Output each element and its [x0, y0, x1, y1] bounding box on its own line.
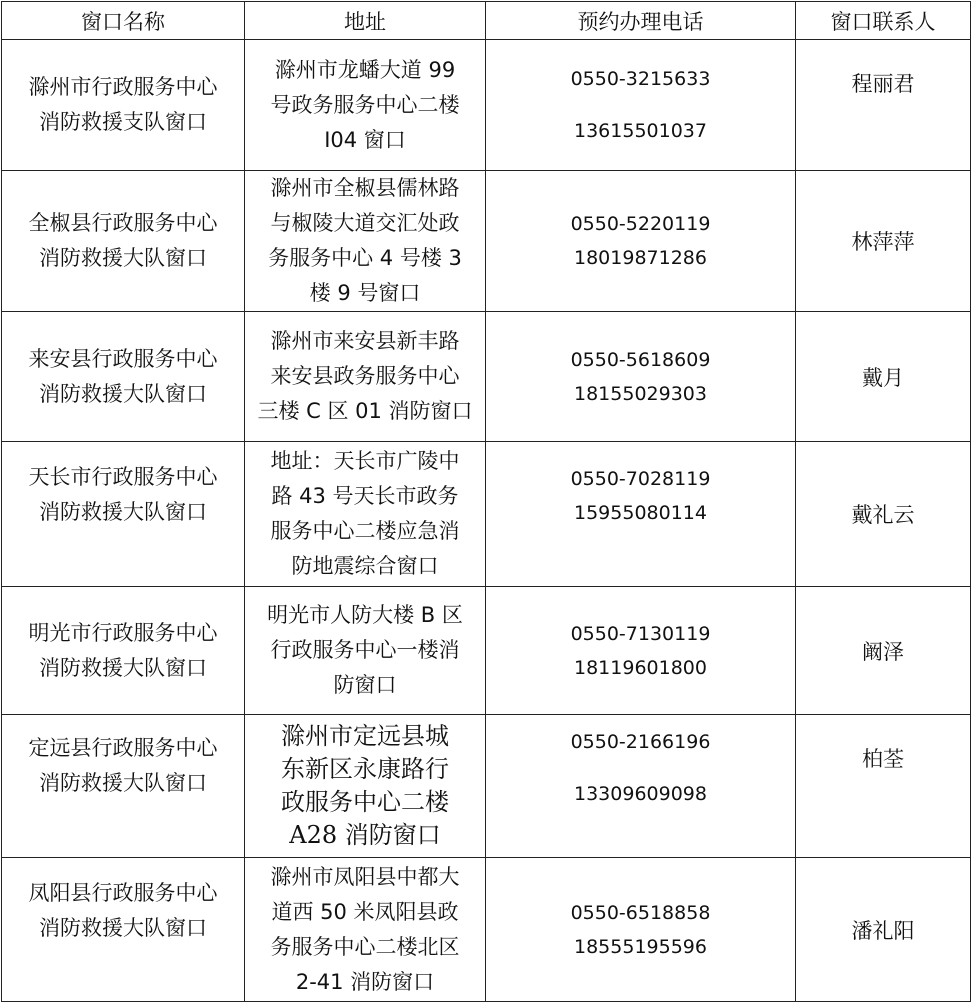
landline-phone: 0550-3215633: [570, 68, 711, 90]
contact-cell: [796, 442, 971, 587]
address-line: 与椒陵大道交汇处政: [270, 211, 460, 235]
window-name-line: 滁州市行政服务中心: [28, 75, 218, 99]
address-line: 三楼 C 区 01 消防窗口: [257, 399, 473, 423]
header-phone: 预约办理电话: [486, 2, 796, 40]
window-name-line: 消防救援大队窗口: [39, 381, 207, 406]
window-name-cell: [2, 587, 245, 715]
address-line: 务服务中心二楼北区: [270, 934, 460, 959]
window-name-line: 消防救援支队窗口: [39, 110, 207, 134]
address-line: 明光市人防大楼 B 区: [267, 603, 463, 627]
phone-cell: [486, 312, 796, 442]
phone-cell: [486, 715, 796, 858]
window-name-line: 凤阳县行政服务中心: [28, 881, 218, 905]
contact-cell: [796, 312, 971, 442]
address-cell: [245, 171, 486, 312]
table-row: [2, 442, 971, 587]
window-name-line: 来安县行政服务中心: [28, 346, 218, 371]
mobile-phone: 13309609098: [574, 783, 707, 805]
contact-name: 戴礼云: [851, 503, 915, 527]
landline-phone: 0550-2166196: [570, 731, 711, 753]
phone-cell: [486, 587, 796, 715]
mobile-phone: 18155029303: [574, 382, 707, 405]
mobile-phone: 15955080114: [574, 502, 707, 524]
window-name-cell: [2, 171, 245, 312]
landline-phone: 0550-6518858: [570, 901, 711, 924]
mobile-phone: 18119601800: [574, 656, 707, 679]
address-line: 2-41 消防窗口: [295, 969, 435, 994]
header-contact: 窗口联系人: [796, 2, 971, 40]
window-name-line: 定远县行政服务中心: [28, 736, 218, 760]
table-row: [2, 40, 971, 171]
address-cell: [245, 858, 486, 1002]
contact-name: 戴月: [862, 365, 904, 390]
window-name-cell: [2, 312, 245, 442]
contact-name: 柏荃: [862, 747, 904, 771]
address-cell: [245, 40, 486, 171]
address-line: 防地震综合窗口: [291, 554, 439, 578]
address-line: 滁州市全椒县儒林路: [270, 176, 460, 200]
address-cell: [245, 587, 486, 715]
contact-cell: [796, 40, 971, 171]
table-row: [2, 858, 971, 1002]
contact-name: 潘礼阳: [851, 918, 915, 943]
window-name-line: 消防救援大队窗口: [39, 655, 207, 680]
address-line: A28 消防窗口: [289, 821, 441, 849]
window-name-cell: [2, 715, 245, 858]
landline-phone: 0550-7130119: [570, 622, 711, 645]
contact-cell: [796, 171, 971, 312]
address-cell: [245, 312, 486, 442]
header-row: [2, 2, 971, 40]
address-line: I04 窗口: [324, 127, 406, 152]
window-name-line: 消防救援大队窗口: [39, 771, 207, 795]
window-name-line: 消防救援大队窗口: [39, 500, 207, 524]
window-name-cell: [2, 40, 245, 171]
window-name-cell: [2, 858, 245, 1002]
contact-cell: [796, 858, 971, 1002]
address-line: 来安县政务服务中心: [270, 364, 460, 388]
window-name-line: 消防救援大队窗口: [39, 246, 207, 270]
landline-phone: 0550-7028119: [570, 468, 711, 490]
address-line: 服务中心二楼应急消: [270, 519, 460, 543]
landline-phone: 0550-5618609: [570, 348, 711, 371]
table-row: [2, 312, 971, 442]
address-line: 滁州市定远县城: [281, 722, 449, 750]
address-line: 道西 50 米凤阳县政: [271, 899, 459, 924]
address-line: 地址：天长市广陵中: [270, 449, 460, 473]
address-cell: [245, 442, 486, 587]
address-line: 政服务中心二楼: [281, 788, 449, 816]
address-line: 务服务中心 4 号楼 3: [268, 246, 462, 270]
contact-cell: [796, 715, 971, 858]
address-line: 号政务服务中心二楼: [270, 92, 460, 117]
contact-name: 林萍萍: [851, 230, 915, 254]
address-cell: [245, 715, 486, 858]
contact-name: 程丽君: [851, 72, 915, 96]
address-line: 行政服务中心一楼消: [270, 638, 460, 662]
phone-cell: [486, 858, 796, 1002]
address-line: 路 43 号天长市政务: [271, 484, 459, 508]
window-name-line: 天长市行政服务中心: [28, 465, 218, 489]
address-line: 滁州市凤阳县中都大: [270, 864, 460, 889]
window-name-line: 明光市行政服务中心: [28, 620, 218, 645]
mobile-phone: 18555195596: [574, 935, 707, 958]
fire-service-window-table: [1, 1, 971, 1002]
address-line: 楼 9 号窗口: [309, 281, 421, 305]
table-row: [2, 171, 971, 312]
window-name-line: 全椒县行政服务中心: [28, 211, 218, 235]
window-name-cell: [2, 442, 245, 587]
contact-name: 阚泽: [862, 639, 904, 664]
table-row: [2, 715, 971, 858]
header-window-name: 窗口名称: [2, 2, 245, 40]
address-line: 滁州市来安县新丰路: [270, 329, 460, 353]
header-address: 地址: [245, 2, 486, 40]
address-line: 东新区永康路行: [281, 755, 449, 783]
phone-cell: [486, 442, 796, 587]
window-name-line: 消防救援大队窗口: [39, 916, 207, 940]
phone-cell: [486, 171, 796, 312]
phone-cell: [486, 40, 796, 171]
landline-phone: 0550-5220119: [570, 213, 711, 235]
mobile-phone: 18019871286: [574, 247, 707, 269]
address-line: 防窗口: [333, 673, 397, 697]
table-row: [2, 587, 971, 715]
mobile-phone: 13615501037: [574, 120, 707, 142]
address-line: 滁州市龙蟠大道 99: [274, 57, 456, 82]
contact-cell: [796, 587, 971, 715]
